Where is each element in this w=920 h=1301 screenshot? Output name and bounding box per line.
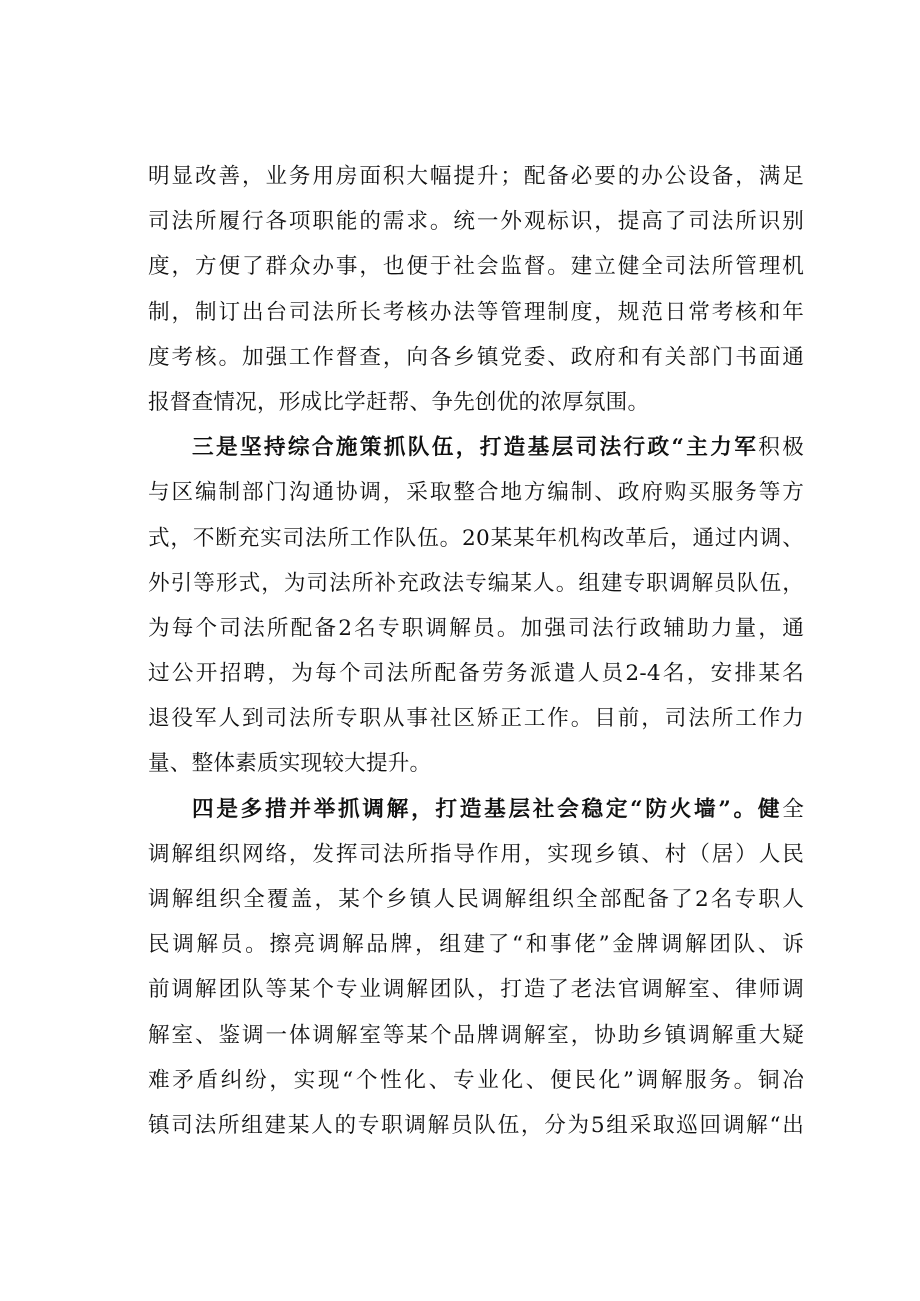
paragraph-3-line-7: 难矛盾纠纷，实现“个性化、专业化、便民化”调解服务。铜冶 bbox=[148, 1067, 804, 1093]
paragraph-2-line-4: 外引等形式，为司法所补充政法专编某人。组建专职调解员队伍， bbox=[148, 570, 804, 596]
paragraph-3-first-line-rest: 全 bbox=[782, 796, 804, 822]
paragraph-1-line-6: 报督查情况，形成比学赶帮、争先创优的浓厚氛围。 bbox=[148, 389, 650, 415]
paragraph-3-heading: 四是多措并举抓调解，打造基层社会稳定“防火墙”。健 bbox=[192, 796, 783, 822]
paragraph-2-line-6: 过公开招聘，为每个司法所配备劳务派遣人员2-4名，安排某名 bbox=[148, 661, 804, 687]
paragraph-1-line-5: 度考核。加强工作督查，向各乡镇党委、政府和有关部门书面通 bbox=[148, 344, 804, 370]
paragraph-2-line-7: 退役军人到司法所专职从事社区矫正工作。目前，司法所工作力 bbox=[148, 706, 804, 732]
paragraph-3-line-2: 调解组织网络，发挥司法所指导作用，实现乡镇、村（居）人民 bbox=[148, 841, 804, 867]
paragraph-2-line-8: 量、整体素质实现较大提升。 bbox=[148, 751, 432, 777]
paragraph-3-line-8: 镇司法所组建某人的专职调解员队伍，分为5组采取巡回调解“出 bbox=[148, 1112, 804, 1138]
paragraph-1-line-2: 司法所履行各项职能的需求。统一外观标识，提高了司法所识别 bbox=[148, 209, 804, 235]
paragraph-1-line-1: 明显改善，业务用房面积大幅提升；配备必要的办公设备，满足 bbox=[148, 164, 804, 189]
paragraph-2-heading: 三是坚持综合施策抓队伍，打造基层司法行政“主力军 bbox=[192, 435, 759, 461]
paragraph-2-line-2: 与区编制部门沟通协调，采取整合地方编制、政府购买服务等方 bbox=[148, 480, 804, 506]
paragraph-2-first-line bbox=[148, 425, 804, 470]
paragraph-3-line-3: 调解组织全覆盖，某个乡镇人民调解组织全部配备了2名专职人 bbox=[148, 887, 804, 912]
paragraph-1-line-3: 度，方便了群众办事，也便于社会监督。建立健全司法所管理机 bbox=[148, 254, 804, 280]
paragraph-3-line-6: 解室、鉴调一体调解室等某个品牌调解室，协助乡镇调解重大疑 bbox=[148, 1022, 804, 1048]
paragraph-1-line-4: 制，制订出台司法所长考核办法等管理制度，规范日常考核和年 bbox=[148, 299, 804, 325]
paragraph-3-line-5: 前调解团队等某个专业调解团队，打造了老法官调解室、律师调 bbox=[148, 977, 804, 1003]
paragraph-3-first-line bbox=[148, 787, 804, 832]
paragraph-2-line-3: 式，不断充实司法所工作队伍。20某某年机构改革后，通过内调、 bbox=[148, 525, 804, 551]
document-body bbox=[148, 154, 804, 1148]
paragraph-3-line-4: 民调解员。擦亮调解品牌，组建了“和事佬”金牌调解团队、诉 bbox=[148, 932, 804, 958]
paragraph-2-first-line-rest: 积极 bbox=[758, 435, 804, 461]
paragraph-2-line-5: 为每个司法所配备2名专职调解员。加强司法行政辅助力量，通 bbox=[148, 615, 804, 641]
